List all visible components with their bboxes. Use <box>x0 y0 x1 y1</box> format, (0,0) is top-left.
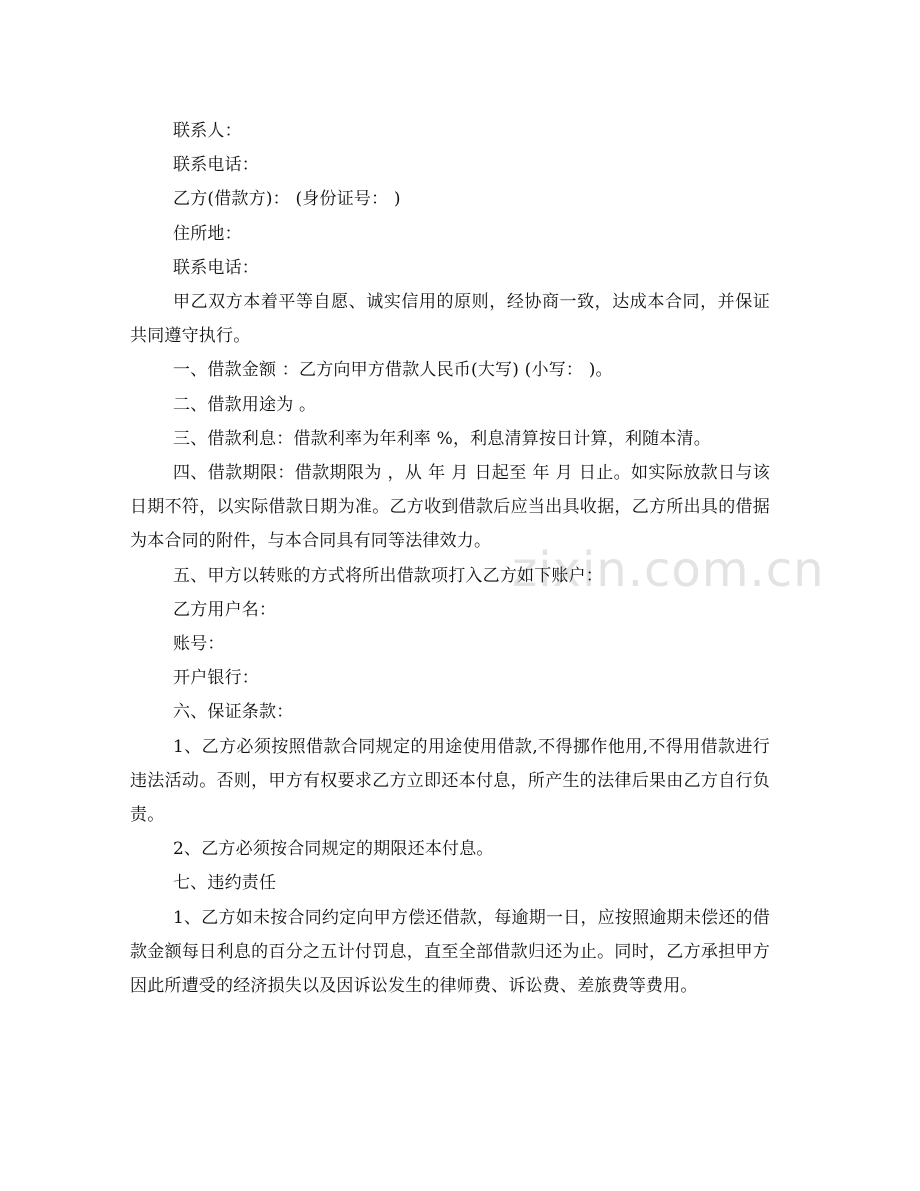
clause-1-loan-amount: 一、借款金额 ：乙方向甲方借款人民币(大写) (小写： )。 <box>173 360 613 381</box>
clause-2-loan-purpose: 二、借款用途为 。 <box>173 394 317 415</box>
clause-5-transfer: 五、甲方以转账的方式将所出借款项打入乙方如下账户： <box>173 565 603 586</box>
account-number-line: 账号： <box>173 634 225 655</box>
party-b-phone-line: 联系电话： <box>173 257 259 278</box>
party-b-line: 乙方(借款方)： (身份证号： ) <box>173 189 401 210</box>
document-body <box>130 114 770 1003</box>
watermark: zixin.com.cn <box>512 542 825 598</box>
clause-6-item-2: 2、乙方必须按合同规定的期限还本付息。 <box>173 839 494 860</box>
clause-6-item-1: 1、乙方必须按照借款合同规定的用途使用借款,不得挪作他用,不得用借款进行违法活动。否则，甲方有权要求乙方立即还本付息，所产生的法律后果由乙方自行负责。 <box>130 736 770 826</box>
contact-person-line: 联系人： <box>173 121 242 141</box>
clause-4-loan-term: 四、借款期限：借款期限为 ，从 年 月 日起至 年 月 日止。如实际放款日与该日期不符，以实际借款日期为准。乙方收到借款后应当出具收据，乙方所出具的借据为本合同的附件，与本合同具有同等法律效力。 <box>130 463 770 552</box>
party-a-phone-line: 联系电话： <box>173 155 259 176</box>
clause-3-loan-interest: 三、借款利息：借款利率为年利率 %，利息清算按日计算，利随本清。 <box>173 428 711 449</box>
account-name-line: 乙方用户名： <box>173 599 277 620</box>
clause-6-heading: 六、保证条款： <box>173 702 294 723</box>
clause-7-heading: 七、违约责任 <box>173 873 277 894</box>
clause-7-item-1: 1、乙方如未按合同约定向甲方偿还借款，每逾期一日，应按照逾期未偿还的借款金额每日利息的百分之五计付罚息，直至全部借款归还为止。同时，乙方承担甲方因此所遭受的经济损失以及因诉讼发生的律师费、诉讼费、差旅费等费用。 <box>130 907 770 997</box>
bank-line: 开户银行： <box>173 668 259 689</box>
residence-line: 住所地： <box>173 223 242 244</box>
preamble-paragraph: 甲乙双方本着平等自愿、诚实信用的原则，经协商一致，达成本合同，并保证共同遵守执行。 <box>130 292 770 347</box>
